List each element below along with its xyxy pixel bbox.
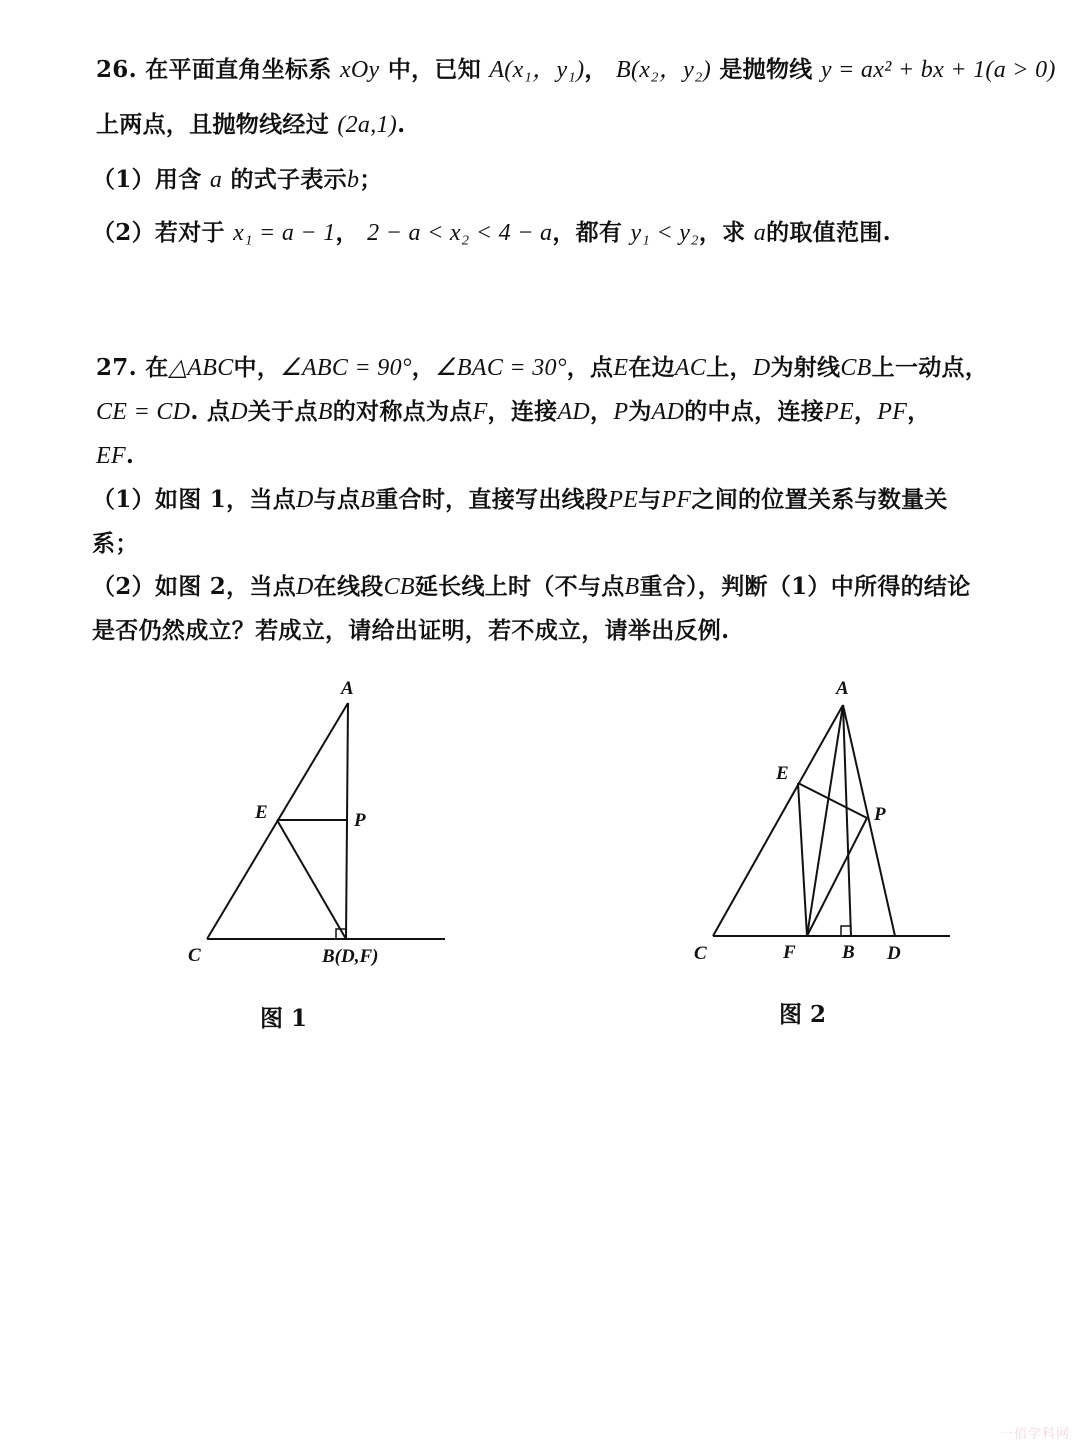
condition-x1: x₁ = a − 1 xyxy=(233,220,336,246)
var: D xyxy=(230,399,248,425)
var: PE xyxy=(824,399,854,425)
label-b-d-f: B(D,F) xyxy=(322,946,379,967)
question-number: 27. 在 xyxy=(96,354,169,381)
var-a: a xyxy=(209,167,223,193)
separator: ， xyxy=(335,219,359,246)
coord-system: xOy xyxy=(339,57,380,83)
separator: ， xyxy=(590,398,614,425)
q27-text: （1）如图 1，当点 xyxy=(92,486,297,513)
q27-text: 在线段 xyxy=(313,573,384,600)
q27-text: 中， xyxy=(233,354,281,381)
var: D xyxy=(296,574,314,600)
label-b: B xyxy=(842,942,855,963)
q26-text: 在平面直角坐标系 xyxy=(145,56,332,83)
q26-text: 上两点，且抛物线经过 xyxy=(96,111,329,138)
q26-text: ，都有 xyxy=(552,219,623,246)
separator: ， xyxy=(853,398,878,425)
label-a: A xyxy=(341,678,354,699)
label-c: C xyxy=(188,945,201,966)
q27-text: 为射线 xyxy=(770,354,841,381)
q27-text: 上一动点， xyxy=(871,354,989,381)
q26-text: 的取值范围. xyxy=(766,219,891,246)
period: . xyxy=(397,111,406,138)
q27-text: 的中点，连接 xyxy=(684,398,825,425)
label-c: C xyxy=(694,943,707,964)
var: EF xyxy=(96,443,126,469)
angle-abc: ∠ABC = 90° xyxy=(280,355,412,381)
var: F xyxy=(472,399,488,425)
var: B xyxy=(317,399,333,425)
label-f: F xyxy=(783,942,796,963)
label-d: D xyxy=(887,943,901,964)
var: PF xyxy=(877,399,908,425)
separator: ， xyxy=(411,354,436,381)
var: PE xyxy=(608,487,639,513)
q26-text: 的式子表示 xyxy=(230,166,347,193)
label-p: P xyxy=(874,804,886,825)
var: D xyxy=(752,355,771,381)
var: P xyxy=(613,399,629,425)
label-e: E xyxy=(255,802,268,823)
separator: ， xyxy=(584,56,608,83)
angle-bac: ∠BAC = 30° xyxy=(435,355,567,381)
segment-ef xyxy=(798,783,807,936)
segment-ef xyxy=(277,820,346,939)
q27-text: 是否仍然成立？若成立，请给出证明，若不成立，请举出反例. xyxy=(92,617,730,644)
point-b: B(x₂，y₂) xyxy=(616,57,712,83)
q27-text: 与点 xyxy=(313,486,361,513)
q26-text: 用含 xyxy=(154,166,202,193)
q27-text: 重合时，直接写出线段 xyxy=(375,486,609,513)
right-angle-mark xyxy=(841,926,851,936)
var: B xyxy=(624,574,640,600)
q27-text: ，连接 xyxy=(487,398,558,425)
var-b: b xyxy=(346,167,360,193)
question-number: 26. xyxy=(96,56,137,83)
q27-text: . 点 xyxy=(190,398,231,425)
figure-2-caption: 图 2 xyxy=(779,1001,827,1028)
q27-text: ，点 xyxy=(566,354,614,381)
given-point: (2a,1) xyxy=(337,112,398,138)
q26-text: ，求 xyxy=(698,219,746,246)
condition-x2: 2 − a < x₂ < 4 − a xyxy=(367,220,553,246)
figure-1 xyxy=(207,703,445,939)
var-a: a xyxy=(753,220,767,246)
q27-text: 的对称点为点 xyxy=(332,398,473,425)
q27-text: 为 xyxy=(628,398,652,425)
var: CB xyxy=(840,355,872,381)
q27-text: 系； xyxy=(92,530,139,557)
segment-pe xyxy=(798,783,867,818)
q27-text: 上， xyxy=(706,354,753,381)
var: D xyxy=(296,487,314,513)
q27-text: 重合），判断（1）中所得的结论 xyxy=(639,573,971,600)
parabola-equation: y = ax² + bx + 1(a > 0) xyxy=(820,57,1056,83)
condition-y: y₁ < y₂ xyxy=(630,220,699,246)
var: AC xyxy=(674,355,707,381)
q26-text: 若对于 xyxy=(154,219,225,246)
period: . xyxy=(125,442,135,469)
part-label: （2） xyxy=(92,219,155,246)
separator: ， xyxy=(907,398,931,425)
q27-text: （2）如图 2，当点 xyxy=(92,573,297,600)
label-e: E xyxy=(776,763,789,784)
q26-text: 是抛物线 xyxy=(719,56,813,83)
triangle: △ABC xyxy=(168,355,234,381)
equation: CE = CD xyxy=(96,399,191,425)
figure-1-caption: 图 1 xyxy=(260,1005,308,1032)
var: AD xyxy=(651,399,685,425)
var: CB xyxy=(383,574,415,600)
part-label: （1） xyxy=(92,166,155,193)
var: AD xyxy=(557,399,591,425)
label-a: A xyxy=(836,678,849,699)
punct: ； xyxy=(359,166,383,193)
q27-text: 之间的位置关系与数量关 xyxy=(691,486,948,513)
watermark: 一佰学科网 xyxy=(999,1427,1070,1442)
label-p: P xyxy=(354,810,366,831)
var: B xyxy=(360,487,376,513)
figure-2 xyxy=(713,705,950,936)
var: PF xyxy=(661,487,692,513)
point-a: A(x₁，y₁) xyxy=(489,57,585,83)
q27-text: 与 xyxy=(638,486,662,513)
q27-text: 在边 xyxy=(628,354,675,381)
q27-text: 关于点 xyxy=(247,398,318,425)
q26-text: 中，已知 xyxy=(387,56,482,83)
var: E xyxy=(613,355,629,381)
q27-text: 延长线上时（不与点 xyxy=(414,573,625,600)
